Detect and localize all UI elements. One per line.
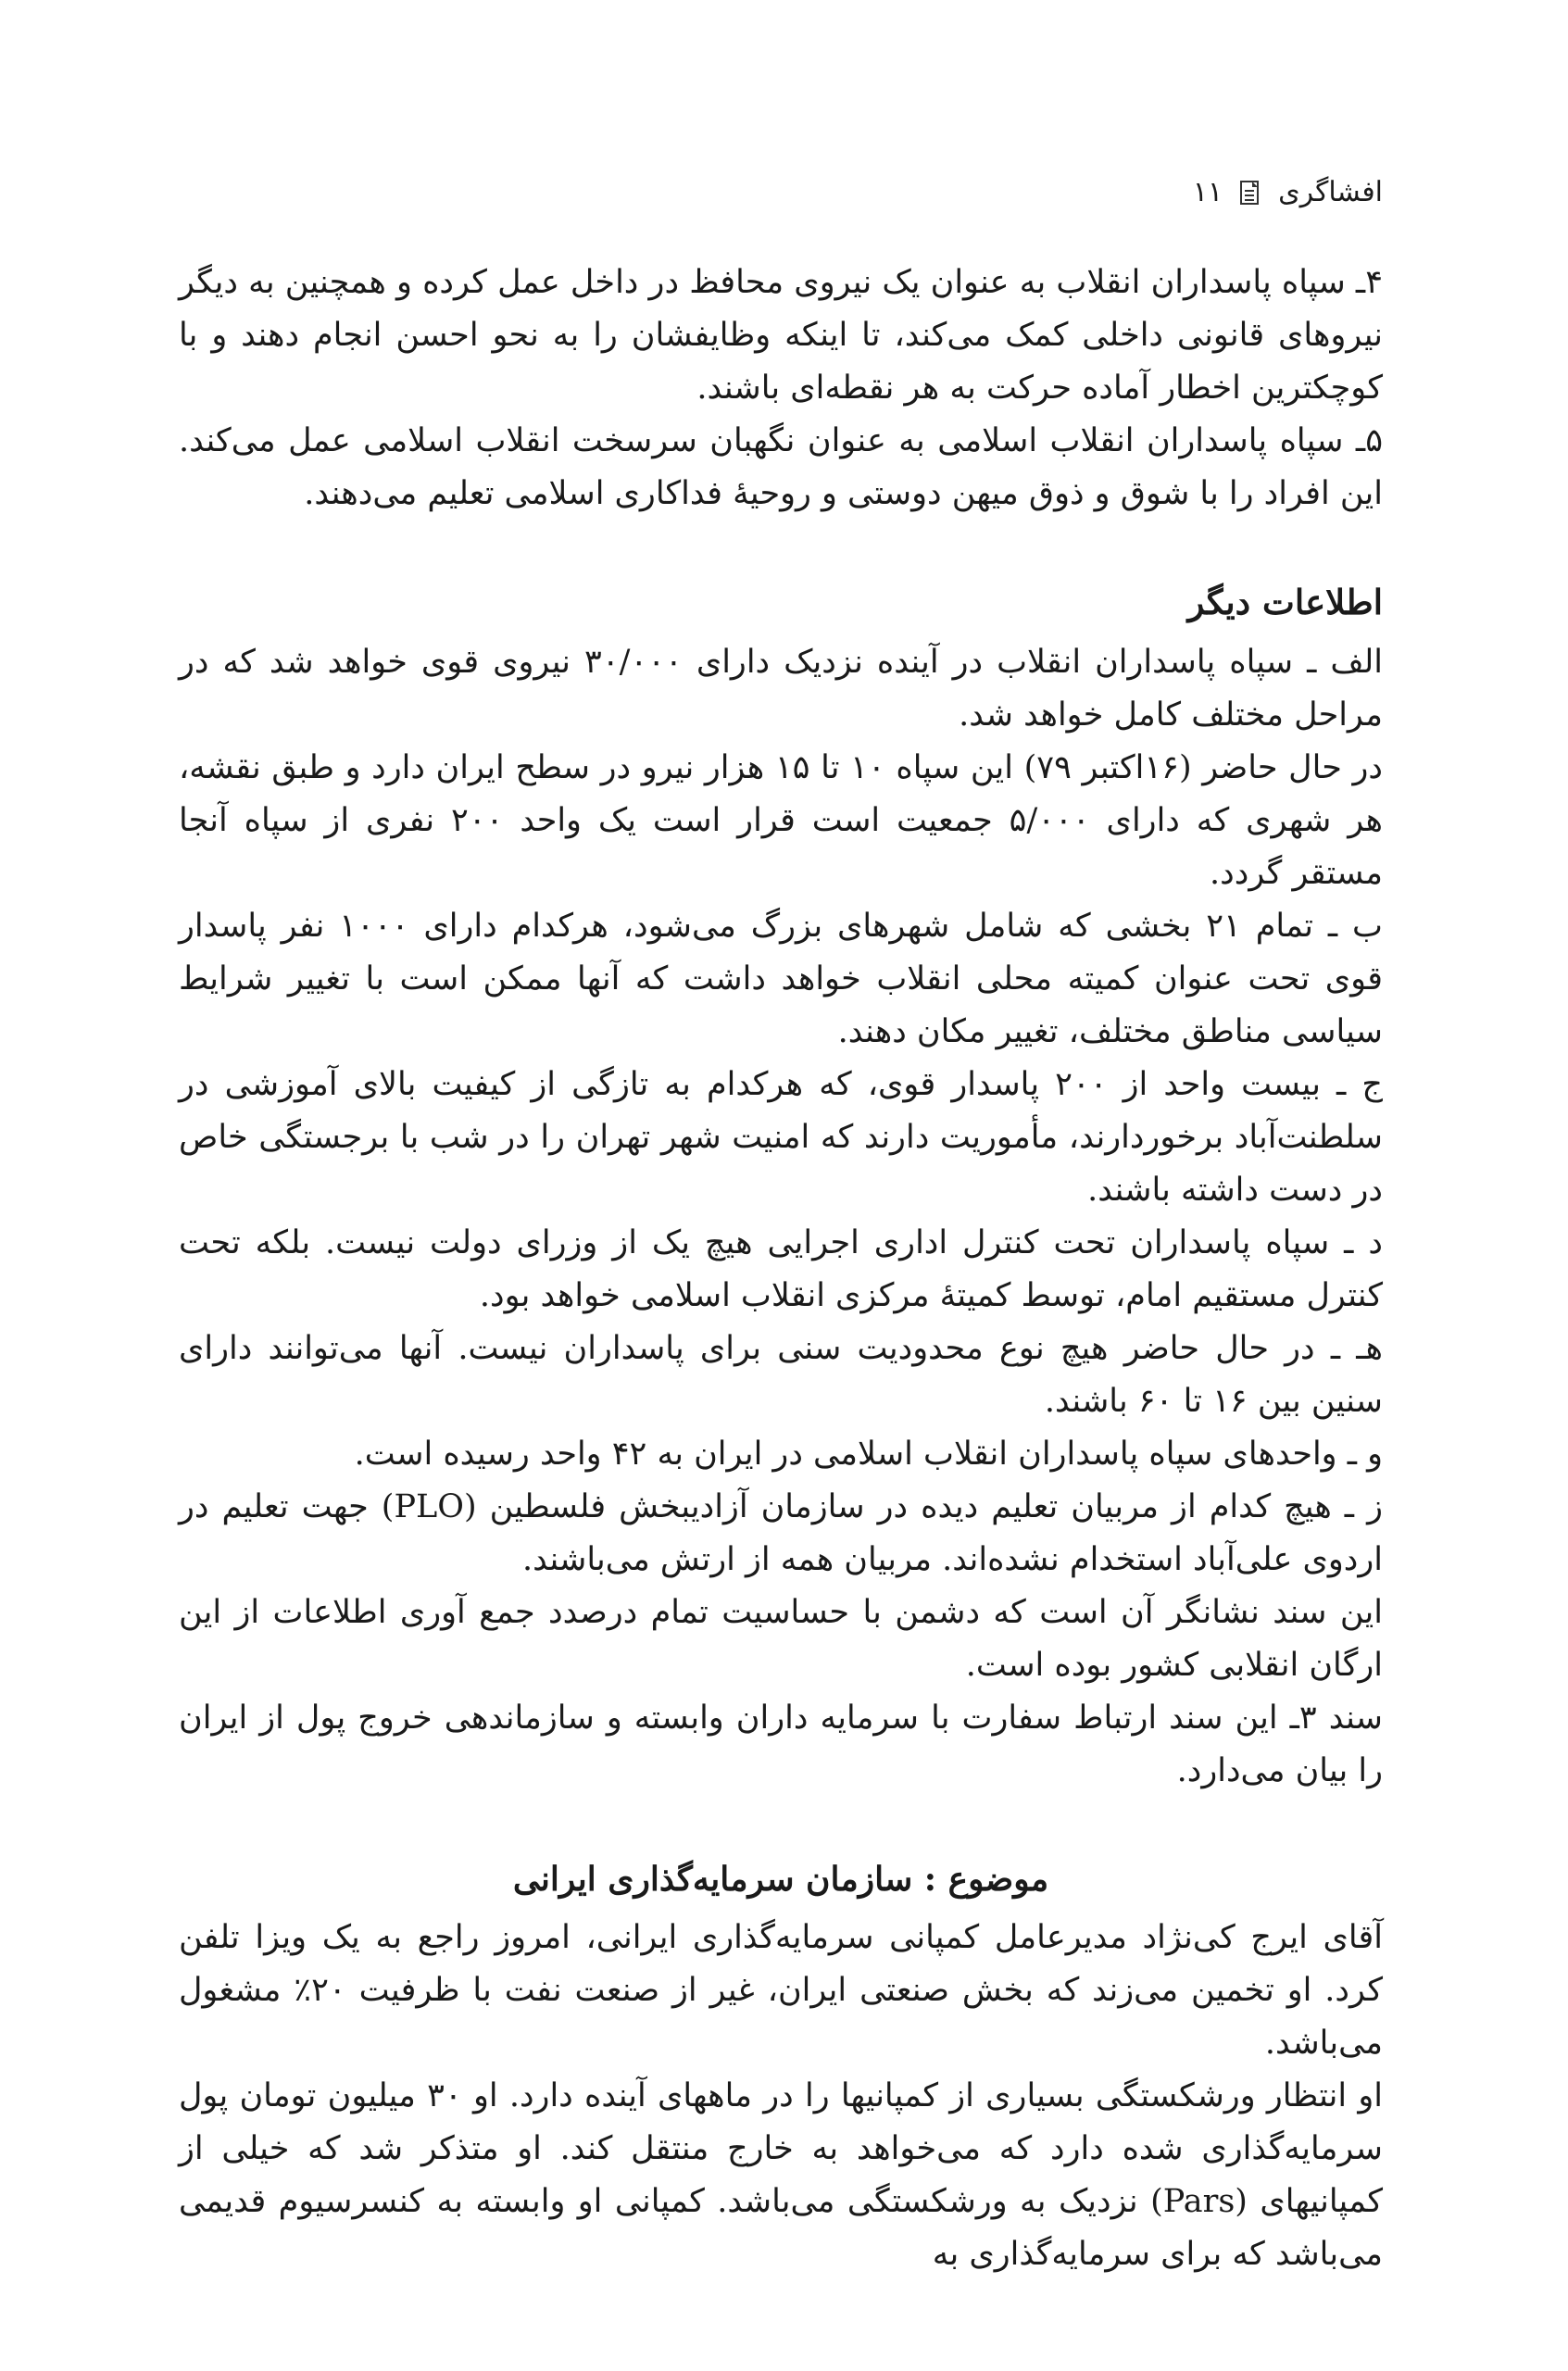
paragraph: سند ۳ـ این سند ارتباط سفارت با سرمایه داران وابسته و سازماندهی خروج پول از ایران را بیان می‌دارد. <box>179 1700 1384 1789</box>
document-page <box>179 176 1383 2281</box>
paragraph: ز ـ هیچ کدام از مربیان تعلیم دیده در سازمان آزادیبخش فلسطین (PLO) جهت تعلیم در اردوی علی‌آباد استخدام نشده‌اند. مربیان همه از ارتش می‌باشند. <box>179 1488 1383 1578</box>
paragraph: د ـ سپاه پاسداران تحت کنترل اداری اجرایی هیچ یک از وزرای دولت نیست. بلکه تحت کنترل مستقیم امام، توسط کمیتهٔ مرکزی انقلاب اسلامی خواهد بود. <box>179 1224 1383 1314</box>
paragraph: و ـ واحدهای سپاه پاسداران انقلاب اسلامی در ایران به ۴۲ واحد رسیده است. <box>354 1436 1383 1473</box>
paragraph: ب ـ تمام ۲۱ بخشی که شامل شهرهای بزرگ می‌شود، هرکدام دارای ۱۰۰۰ نفر پاسدار قوی تحت عنوان کمیته محلی انقلاب خواهد داشت که آنها ممکن است با تغییر شرایط سیاسی مناطق مختلف، تغییر مکان دهند. <box>179 908 1383 1050</box>
document-icon <box>1239 180 1261 206</box>
paragraph: آقای ایرج کی‌نژاد مدیرعامل کمپانی سرمایه‌گذاری ایرانی، امروز راجع به یک ویزا تلفن کرد. او تخمین می‌زند که بخش صنعتی ایران، غیر از صنعت نفت با ظرفیت ۲۰٪ مشغول می‌باشد. <box>179 1919 1383 2062</box>
paragraph: در حال حاضر (۱۶اکتبر ۷۹) این سپاه ۱۰ تا ۱۵ هزار نیرو در سطح ایران دارد و طبق نقشه، هر شهری که دارای ۵/۰۰۰ جمعیت است قرار است یک واحد ۲۰۰ نفری از سپاه آنجا مستقر گردد. <box>179 749 1384 892</box>
paragraph: ج ـ بیست واحد از ۲۰۰ پاسدار قوی، که هرکدام به تازگی از کیفیت بالای آموزشی در سلطنت‌آباد برخوردارند، مأموریت دارند که امنیت شهر تهران را در شب با برجستگی خاص در دست داشته باشند. <box>179 1066 1383 1209</box>
paragraph: ۵ـ سپاه پاسداران انقلاب اسلامی به عنوان نگهبان سرسخت انقلاب اسلامی عمل می‌کند. این افراد را با شوق و ذوق میهن دوستی و روحیهٔ فداکاری اسلامی تعلیم می‌دهند. <box>179 422 1383 512</box>
subject-heading: موضوع : سازمان سرمایه‌گذاری ایرانی <box>512 1860 1049 1899</box>
section-heading: اطلاعات دیگر <box>1187 582 1383 622</box>
paragraph: او انتظار ورشکستگی بسیاری از کمپانیها را در ماههای آینده دارد. او ۳۰ میلیون تومان پول سرمایه‌گذاری شده دارد که می‌خواهد به خارج منتقل کند. او متذکر شد که خیلی از کمپانیهای (Pars) نزدیک به ورشکستگی می‌باشد. کمپانی او وابسته به کنسرسیوم قدیمی می‌باشد که برای سرمایه‌گذاری به <box>179 2077 1383 2273</box>
paragraph: الف ـ سپاه پاسداران انقلاب در آینده نزدیک دارای ۳۰/۰۰۰ نیروی قوی خواهد شد که در مراحل مختلف کامل خواهد شد. <box>179 644 1383 734</box>
paragraph: ۴ـ سپاه پاسداران انقلاب به عنوان یک نیروی محافظ در داخل عمل کرده و همچنین به دیگر نیروهای قانونی داخلی کمک می‌کند، تا اینکه وظایفشان را به نحو احسن انجام دهند و با کوچکترین اخطار آماده حرکت به هر نقطه‌ای باشند. <box>179 264 1383 407</box>
page-number: ۱۱ <box>1192 176 1223 208</box>
running-header <box>179 176 1383 208</box>
paragraph: این سند نشانگر آن است که دشمن با حساسیت تمام درصدد جمع آوری اطلاعات از این ارگان انقلابی کشور بوده است. <box>179 1594 1383 1684</box>
paragraph: هـ ـ در حال حاضر هیچ نوع محدودیت سنی برای پاسداران نیست. آنها می‌توانند دارای سنین بین ۱۶ تا ۶۰ باشند. <box>179 1330 1383 1420</box>
header-title: افشاگری <box>1278 176 1383 208</box>
